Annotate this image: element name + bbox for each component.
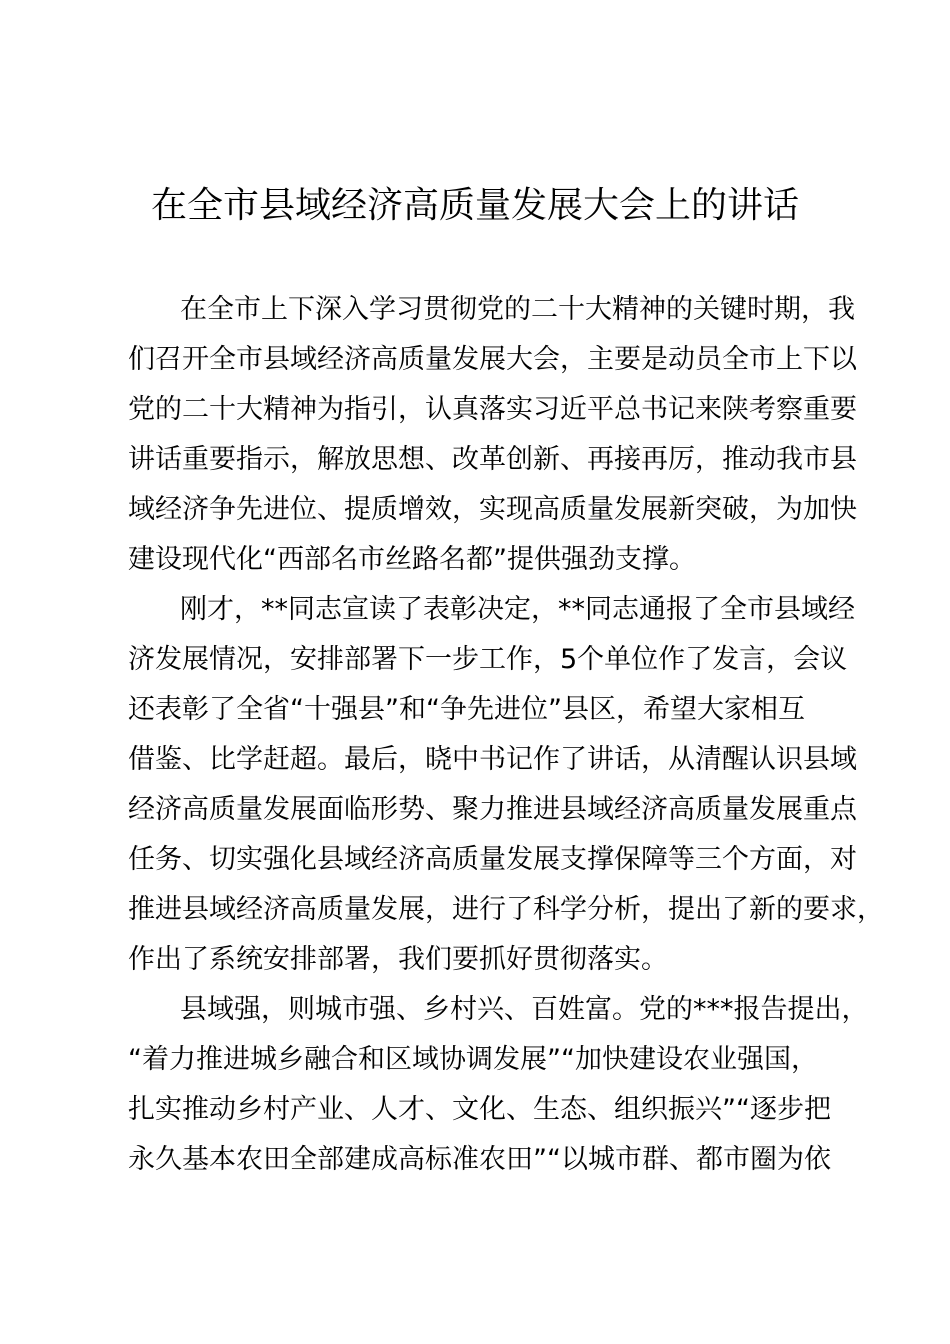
paragraph-1-line-5: 域经济争先进位、提质增效，实现高质量发展新突破，为加快 — [128, 494, 857, 525]
paragraph-1-line-3: 党的二十大精神为指引，认真落实习近平总书记来陕考察重要 — [128, 394, 857, 425]
document-body — [128, 285, 884, 1185]
paragraph-2-line-2: 济发展情况，安排部署下一步工作，5个单位作了发言，会议 — [128, 644, 848, 675]
paragraph-2-line-1: 刚才，**同志宣读了表彰决定，**同志通报了全市县域经 — [180, 594, 855, 625]
paragraph-2-line-4: 借鉴、比学赶超。最后，晓中书记作了讲话，从清醒认识县域 — [128, 744, 857, 775]
document-title: 在全市县域经济高质量发展大会上的讲话 — [150, 185, 799, 226]
paragraph-1-line-6: 建设现代化“西部名市丝路名都”提供强劲支撑。 — [128, 544, 696, 575]
paragraph-2-line-8: 作出了系统安排部署，我们要抓好贯彻落实。 — [128, 944, 668, 975]
paragraph-3-line-1: 县域强，则城市强、乡村兴、百姓富。党的***报告提出， — [180, 994, 869, 1025]
paragraph-1-line-4: 讲话重要指示，解放思想、改革创新、再接再厉，推动我市县 — [128, 444, 857, 475]
paragraph-2-line-5: 经济高质量发展面临形势、聚力推进县域经济高质量发展重点 — [128, 794, 857, 825]
paragraph-1-line-1: 在全市上下深入学习贯彻党的二十大精神的关键时期，我 — [180, 294, 855, 325]
paragraph-1-line-2: 们召开全市县域经济高质量发展大会，主要是动员全市上下以 — [128, 344, 857, 375]
paragraph-2-line-7: 推进县域经济高质量发展，进行了科学分析，提出了新的要求， — [128, 894, 884, 925]
paragraph-2-line-6: 任务、切实强化县域经济高质量发展支撑保障等三个方面，对 — [128, 844, 857, 875]
paragraph-2-line-3: 还表彰了全省“十强县”和“争先进位”县区，希望大家相互 — [128, 694, 805, 725]
paragraph-3-line-4: 永久基本农田全部建成高标准农田”“以城市群、都市圈为依 — [128, 1144, 831, 1175]
paragraph-3-line-2: “着力推进城乡融合和区域协调发展”“加快建设农业强国， — [128, 1044, 818, 1075]
paragraph-3-line-3: 扎实推动乡村产业、人才、文化、生态、组织振兴”“逐步把 — [128, 1094, 831, 1125]
